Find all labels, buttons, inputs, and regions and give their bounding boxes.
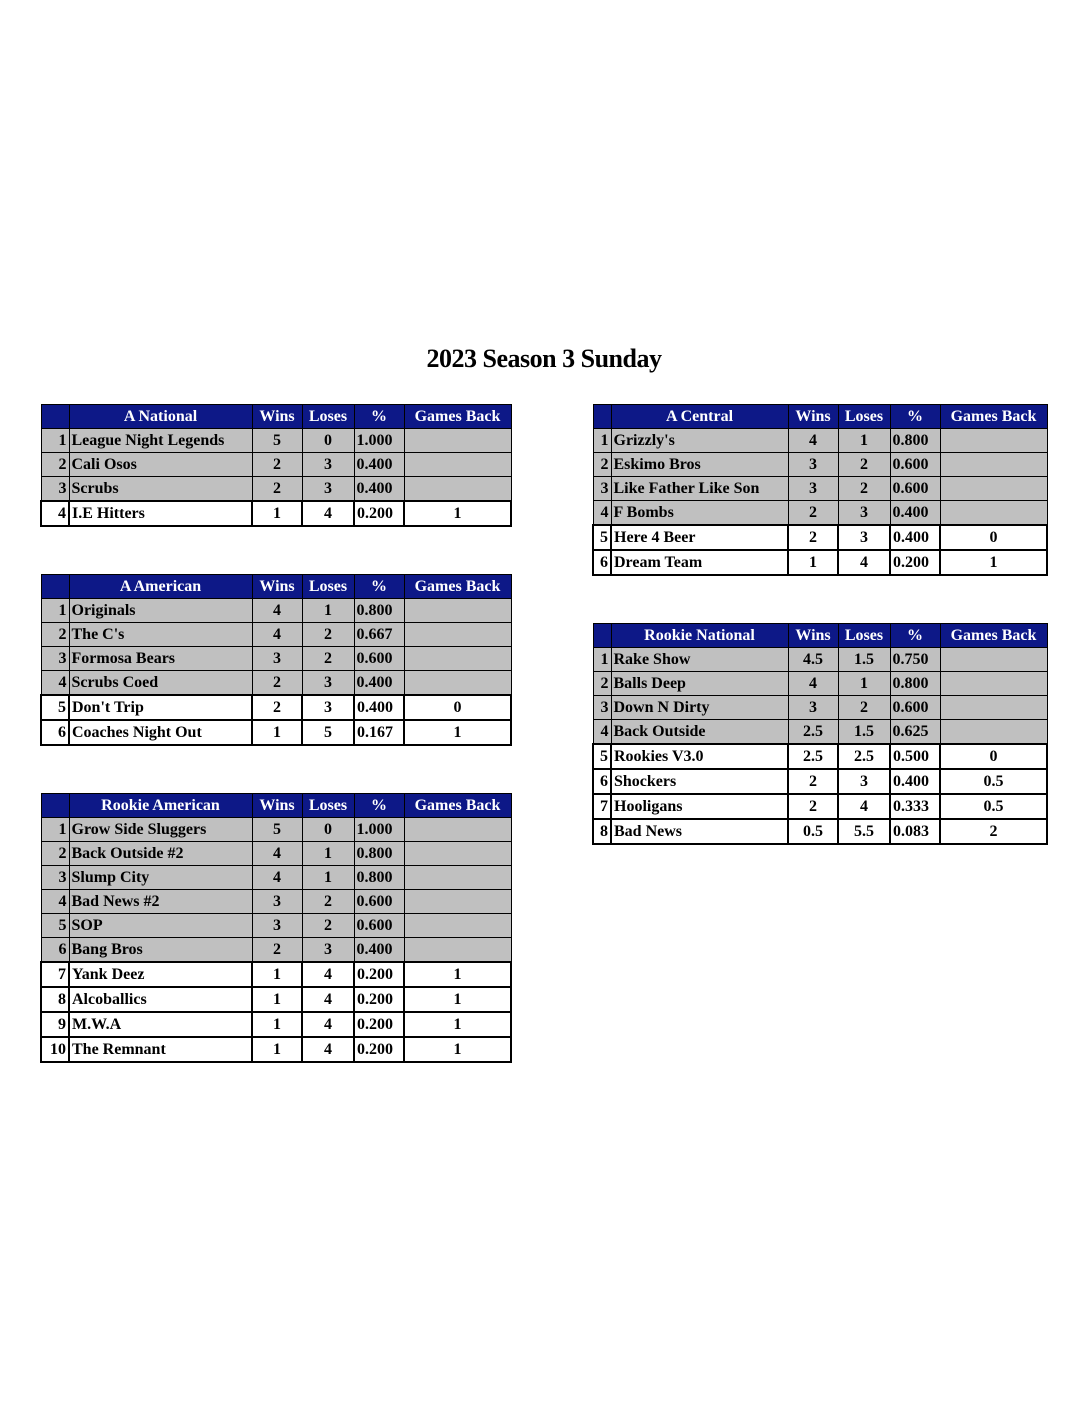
table-row [593, 720, 1047, 745]
pct-cell: 0.600 [890, 696, 940, 720]
rank-cell: 1 [593, 648, 611, 672]
games-back-cell [940, 672, 1047, 696]
table-row [593, 550, 1047, 575]
wins-cell: 1 [252, 501, 302, 526]
wins-cell: 2.5 [788, 720, 838, 745]
pct-cell: 0.200 [354, 1037, 404, 1062]
wins-cell: 2 [252, 453, 302, 477]
team-name-cell: Cali Osos [69, 453, 252, 477]
header-wins: Wins [252, 575, 302, 599]
rank-cell: 3 [593, 477, 611, 501]
header-pct: % [890, 405, 940, 429]
games-back-cell [940, 696, 1047, 720]
header-loses: Loses [838, 405, 890, 429]
wins-cell: 2 [788, 525, 838, 550]
rank-cell: 5 [41, 695, 69, 720]
loses-cell: 5.5 [838, 819, 890, 844]
games-back-cell [404, 599, 511, 623]
games-back-cell: 0 [940, 744, 1047, 769]
pct-cell: 0.800 [354, 599, 404, 623]
pct-cell: 0.625 [890, 720, 940, 745]
rank-cell: 7 [593, 794, 611, 819]
table-row [41, 671, 511, 696]
table-row [41, 987, 511, 1012]
games-back-cell [404, 938, 511, 963]
games-back-cell [404, 914, 511, 938]
loses-cell: 0 [302, 429, 354, 453]
pct-cell: 0.400 [354, 938, 404, 963]
team-name-cell: The C's [69, 623, 252, 647]
wins-cell: 1 [252, 962, 302, 987]
wins-cell: 3 [788, 696, 838, 720]
division-name: Rookie American [69, 794, 252, 818]
wins-cell: 2 [252, 695, 302, 720]
pct-cell: 0.400 [354, 671, 404, 696]
rank-cell: 1 [41, 818, 69, 842]
team-name-cell: Back Outside #2 [69, 842, 252, 866]
table-row [593, 794, 1047, 819]
wins-cell: 3 [252, 647, 302, 671]
loses-cell: 1 [838, 672, 890, 696]
games-back-cell [404, 842, 511, 866]
table-row [41, 623, 511, 647]
table-row [593, 477, 1047, 501]
rank-cell: 6 [41, 720, 69, 745]
team-name-cell: Balls Deep [611, 672, 788, 696]
games-back-cell [404, 671, 511, 696]
rank-cell: 2 [41, 842, 69, 866]
table-header-row [41, 405, 511, 429]
team-name-cell: Scrubs Coed [69, 671, 252, 696]
table-row [593, 429, 1047, 453]
loses-cell: 4 [838, 550, 890, 575]
team-name-cell: Like Father Like Son [611, 477, 788, 501]
rank-cell: 1 [41, 429, 69, 453]
table-row [41, 962, 511, 987]
wins-cell: 2 [252, 938, 302, 963]
games-back-cell [404, 477, 511, 502]
loses-cell: 1 [838, 429, 890, 453]
team-name-cell: Eskimo Bros [611, 453, 788, 477]
table-row [593, 501, 1047, 526]
rank-cell: 3 [41, 866, 69, 890]
table-header-row [593, 624, 1047, 648]
loses-cell: 3 [302, 938, 354, 963]
wins-cell: 1 [788, 550, 838, 575]
wins-cell: 1 [252, 987, 302, 1012]
loses-cell: 0 [302, 818, 354, 842]
header-games-back: Games Back [940, 405, 1047, 429]
pct-cell: 0.800 [354, 866, 404, 890]
pct-cell: 0.167 [354, 720, 404, 745]
page-title: 2023 Season 3 Sunday [426, 344, 662, 373]
header-rank-blank [593, 405, 611, 429]
loses-cell: 4 [302, 501, 354, 526]
header-pct: % [890, 624, 940, 648]
team-name-cell: Back Outside [611, 720, 788, 745]
header-rank-blank [41, 794, 69, 818]
team-name-cell: Hooligans [611, 794, 788, 819]
games-back-cell: 0.5 [940, 794, 1047, 819]
table-row [41, 938, 511, 963]
pct-cell: 0.800 [354, 842, 404, 866]
pct-cell: 0.200 [354, 962, 404, 987]
wins-cell: 3 [252, 890, 302, 914]
games-back-cell: 1 [404, 987, 511, 1012]
team-name-cell: M.W.A [69, 1012, 252, 1037]
pct-cell: 1.000 [354, 429, 404, 453]
pct-cell: 0.600 [354, 890, 404, 914]
pct-cell: 0.400 [354, 477, 404, 502]
team-name-cell: Down N Dirty [611, 696, 788, 720]
wins-cell: 4 [252, 842, 302, 866]
division-name: A Central [611, 405, 788, 429]
rank-cell: 2 [41, 453, 69, 477]
team-name-cell: Slump City [69, 866, 252, 890]
rank-cell: 4 [593, 720, 611, 745]
team-name-cell: Scrubs [69, 477, 252, 502]
games-back-cell: 0.5 [940, 769, 1047, 794]
games-back-cell: 1 [404, 720, 511, 745]
team-name-cell: Yank Deez [69, 962, 252, 987]
games-back-cell [404, 429, 511, 453]
pct-cell: 0.750 [890, 648, 940, 672]
wins-cell: 3 [788, 453, 838, 477]
header-wins: Wins [788, 624, 838, 648]
pct-cell: 0.400 [354, 453, 404, 477]
rank-cell: 10 [41, 1037, 69, 1062]
pct-cell: 0.400 [354, 695, 404, 720]
games-back-cell [940, 477, 1047, 501]
loses-cell: 3 [302, 477, 354, 502]
team-name-cell: I.E Hitters [69, 501, 252, 526]
team-name-cell: Dream Team [611, 550, 788, 575]
team-name-cell: Bad News #2 [69, 890, 252, 914]
team-name-cell: SOP [69, 914, 252, 938]
team-name-cell: Coaches Night Out [69, 720, 252, 745]
table-row [41, 1012, 511, 1037]
wins-cell: 2 [788, 501, 838, 526]
rank-cell: 1 [593, 429, 611, 453]
table-row [41, 818, 511, 842]
table-row [41, 477, 511, 502]
table-row [41, 599, 511, 623]
table-row [593, 769, 1047, 794]
division-name: A American [69, 575, 252, 599]
rank-cell: 4 [41, 501, 69, 526]
games-back-cell [404, 890, 511, 914]
team-name-cell: Don't Trip [69, 695, 252, 720]
games-back-cell: 1 [404, 501, 511, 526]
rank-cell: 7 [41, 962, 69, 987]
loses-cell: 2 [838, 696, 890, 720]
division-name: A National [69, 405, 252, 429]
team-name-cell: Grizzly's [611, 429, 788, 453]
table-row [41, 453, 511, 477]
loses-cell: 2 [302, 914, 354, 938]
standings-table-rookie-national [592, 623, 1048, 845]
rank-cell: 2 [593, 453, 611, 477]
header-wins: Wins [788, 405, 838, 429]
table-row [593, 672, 1047, 696]
rank-cell: 3 [41, 647, 69, 671]
games-back-cell: 0 [404, 695, 511, 720]
wins-cell: 4 [252, 599, 302, 623]
wins-cell: 1 [252, 1012, 302, 1037]
header-loses: Loses [838, 624, 890, 648]
header-rank-blank [41, 575, 69, 599]
games-back-cell [940, 720, 1047, 745]
pct-cell: 0.200 [890, 550, 940, 575]
loses-cell: 1.5 [838, 648, 890, 672]
loses-cell: 1 [302, 599, 354, 623]
table-row [593, 453, 1047, 477]
header-loses: Loses [302, 575, 354, 599]
rank-cell: 8 [41, 987, 69, 1012]
table-row [41, 866, 511, 890]
pct-cell: 0.500 [890, 744, 940, 769]
table-row [593, 744, 1047, 769]
loses-cell: 3 [838, 525, 890, 550]
games-back-cell: 1 [404, 962, 511, 987]
wins-cell: 2 [788, 794, 838, 819]
header-wins: Wins [252, 794, 302, 818]
pct-cell: 0.600 [354, 647, 404, 671]
loses-cell: 2.5 [838, 744, 890, 769]
loses-cell: 4 [838, 794, 890, 819]
loses-cell: 4 [302, 962, 354, 987]
rank-cell: 4 [41, 890, 69, 914]
team-name-cell: Here 4 Beer [611, 525, 788, 550]
loses-cell: 3 [302, 453, 354, 477]
pct-cell: 0.600 [890, 453, 940, 477]
games-back-cell [404, 453, 511, 477]
team-name-cell: Formosa Bears [69, 647, 252, 671]
wins-cell: 2 [252, 477, 302, 502]
team-name-cell: Rookies V3.0 [611, 744, 788, 769]
rank-cell: 3 [593, 696, 611, 720]
games-back-cell [404, 866, 511, 890]
wins-cell: 2 [252, 671, 302, 696]
pct-cell: 0.083 [890, 819, 940, 844]
games-back-cell [940, 429, 1047, 453]
loses-cell: 2 [302, 647, 354, 671]
pct-cell: 0.200 [354, 987, 404, 1012]
loses-cell: 2 [302, 890, 354, 914]
pct-cell: 0.333 [890, 794, 940, 819]
rank-cell: 5 [593, 525, 611, 550]
loses-cell: 3 [838, 769, 890, 794]
loses-cell: 2 [302, 623, 354, 647]
wins-cell: 1 [252, 720, 302, 745]
header-pct: % [354, 794, 404, 818]
games-back-cell: 1 [404, 1012, 511, 1037]
loses-cell: 4 [302, 1037, 354, 1062]
wins-cell: 5 [252, 818, 302, 842]
team-name-cell: Originals [69, 599, 252, 623]
header-games-back: Games Back [404, 405, 511, 429]
pct-cell: 0.600 [890, 477, 940, 501]
rank-cell: 6 [41, 938, 69, 963]
wins-cell: 4 [252, 866, 302, 890]
rank-cell: 1 [41, 599, 69, 623]
standings-table-rookie-american [40, 793, 512, 1063]
pct-cell: 0.600 [354, 914, 404, 938]
loses-cell: 1.5 [838, 720, 890, 745]
header-games-back: Games Back [404, 794, 511, 818]
rank-cell: 8 [593, 819, 611, 844]
rank-cell: 6 [593, 769, 611, 794]
rank-cell: 3 [41, 477, 69, 502]
pct-cell: 0.400 [890, 525, 940, 550]
loses-cell: 3 [302, 695, 354, 720]
table-row [41, 1037, 511, 1062]
table-row [41, 695, 511, 720]
team-name-cell: League Night Legends [69, 429, 252, 453]
games-back-cell [404, 623, 511, 647]
table-row [593, 819, 1047, 844]
standings-table-a-national [40, 404, 512, 527]
pct-cell: 0.400 [890, 501, 940, 526]
header-games-back: Games Back [940, 624, 1047, 648]
wins-cell: 2 [788, 769, 838, 794]
games-back-cell [940, 453, 1047, 477]
games-back-cell: 1 [940, 550, 1047, 575]
table-row [593, 525, 1047, 550]
standings-table-a-central [592, 404, 1048, 576]
pct-cell: 0.800 [890, 429, 940, 453]
team-name-cell: Bang Bros [69, 938, 252, 963]
wins-cell: 3 [252, 914, 302, 938]
header-wins: Wins [252, 405, 302, 429]
loses-cell: 5 [302, 720, 354, 745]
table-row [41, 914, 511, 938]
games-back-cell: 1 [404, 1037, 511, 1062]
games-back-cell: 0 [940, 525, 1047, 550]
wins-cell: 5 [252, 429, 302, 453]
table-row [41, 842, 511, 866]
wins-cell: 1 [252, 1037, 302, 1062]
loses-cell: 3 [302, 671, 354, 696]
loses-cell: 2 [838, 453, 890, 477]
rank-cell: 5 [593, 744, 611, 769]
team-name-cell: Alcoballics [69, 987, 252, 1012]
games-back-cell [404, 818, 511, 842]
wins-cell: 4 [788, 429, 838, 453]
games-back-cell: 2 [940, 819, 1047, 844]
pct-cell: 0.200 [354, 501, 404, 526]
loses-cell: 4 [302, 987, 354, 1012]
pct-cell: 1.000 [354, 818, 404, 842]
rank-cell: 5 [41, 914, 69, 938]
pct-cell: 0.800 [890, 672, 940, 696]
rank-cell: 2 [41, 623, 69, 647]
table-row [593, 696, 1047, 720]
team-name-cell: F Bombs [611, 501, 788, 526]
loses-cell: 4 [302, 1012, 354, 1037]
rank-cell: 6 [593, 550, 611, 575]
team-name-cell: Shockers [611, 769, 788, 794]
header-rank-blank [593, 624, 611, 648]
header-rank-blank [41, 405, 69, 429]
wins-cell: 4 [788, 672, 838, 696]
team-name-cell: Bad News [611, 819, 788, 844]
loses-cell: 1 [302, 866, 354, 890]
table-row [41, 720, 511, 745]
games-back-cell [940, 501, 1047, 526]
games-back-cell [940, 648, 1047, 672]
header-loses: Loses [302, 405, 354, 429]
games-back-cell [404, 647, 511, 671]
division-name: Rookie National [611, 624, 788, 648]
team-name-cell: The Remnant [69, 1037, 252, 1062]
loses-cell: 3 [838, 501, 890, 526]
pct-cell: 0.400 [890, 769, 940, 794]
table-header-row [41, 794, 511, 818]
team-name-cell: Grow Side Sluggers [69, 818, 252, 842]
team-name-cell: Rake Show [611, 648, 788, 672]
table-row [41, 890, 511, 914]
table-header-row [41, 575, 511, 599]
header-games-back: Games Back [404, 575, 511, 599]
rank-cell: 2 [593, 672, 611, 696]
wins-cell: 3 [788, 477, 838, 501]
pct-cell: 0.200 [354, 1012, 404, 1037]
header-loses: Loses [302, 794, 354, 818]
standings-table-a-american [40, 574, 512, 746]
table-row [41, 501, 511, 526]
loses-cell: 2 [838, 477, 890, 501]
wins-cell: 4 [252, 623, 302, 647]
loses-cell: 1 [302, 842, 354, 866]
rank-cell: 9 [41, 1012, 69, 1037]
wins-cell: 0.5 [788, 819, 838, 844]
rank-cell: 4 [41, 671, 69, 696]
table-header-row [593, 405, 1047, 429]
rank-cell: 4 [593, 501, 611, 526]
wins-cell: 2.5 [788, 744, 838, 769]
pct-cell: 0.667 [354, 623, 404, 647]
table-row [593, 648, 1047, 672]
table-row [41, 429, 511, 453]
header-pct: % [354, 575, 404, 599]
wins-cell: 4.5 [788, 648, 838, 672]
header-pct: % [354, 405, 404, 429]
table-row [41, 647, 511, 671]
